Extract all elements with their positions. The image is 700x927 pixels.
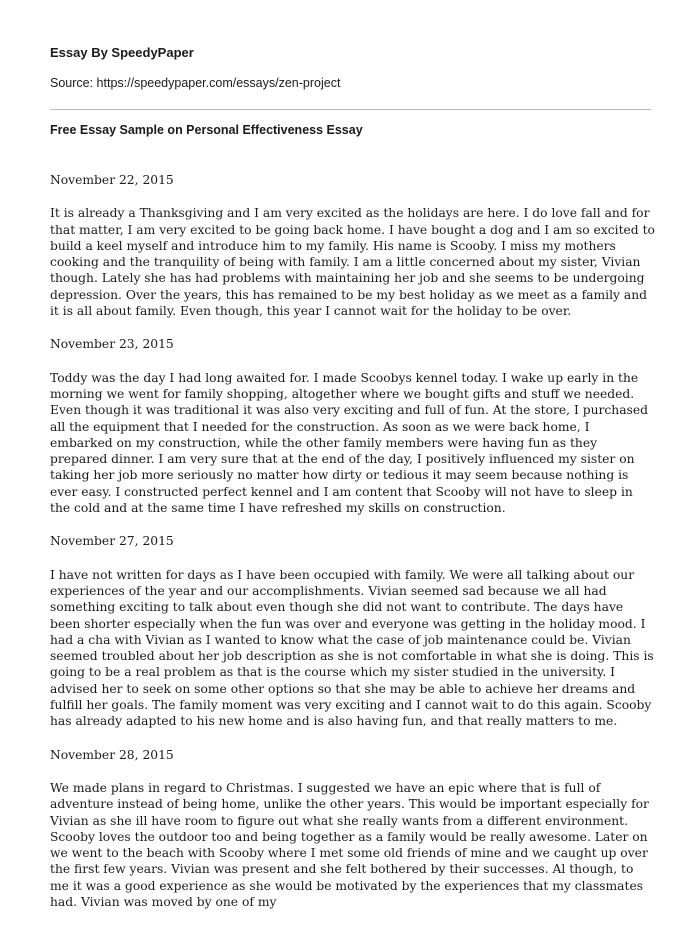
document-header [50, 44, 650, 92]
entry-date: November 23, 2015 [50, 337, 174, 352]
entry-paragraph: I have not written for days as I have been occupied with family. We were all talking about our experiences of the year and our accomplishments. Vivian seemed sad because we all had something exciting to talk about even though she did not want to contribute. The days have been shorter especially when the fun was over and everyone was getting in the holiday mood. I had a cha with Vivian as I wanted to know what the case of job maintenance could be. Vivian seemed troubled about her job description as she is not comfortable in what she is doing. This is going to be a real problem as that is the course which my sister studied in the university. I advised her to seek on some other options so that she may be able to achieve her dreams and fulfill her goals. The family moment was very exciting and I cannot wait to do this again. Scooby has already adapted to his new home and is also having fun, and that really matters to me. [50, 567, 654, 729]
entry-paragraph: Toddy was the day I had long awaited for. I made Scoobys kennel today. I wake up early in the morning we went for family shopping, altogether where we bought gifts and stuff we needed. Even though it was traditional it was also very exciting and full of fun. At the store, I purchased all the equipment that I needed for the construction. As soon as we were back home, I embarked on my construction, while the other family members were having fun as they prepared dinner. I am very sure that at the end of the day, I positively influenced my sister on taking her job more seriously no matter how dirty or tedious it may seem because nothing is ever easy. I constructed perfect kennel and I am content that Scooby will not have to sleep in the cold and at the same time I have refreshed my skills on construction. [50, 370, 648, 516]
entry-date: November 27, 2015 [50, 534, 174, 549]
header-divider [50, 109, 651, 110]
site-title: Essay By SpeedyPaper [50, 45, 194, 60]
source-line: Source: https://speedypaper.com/essays/zen-project [50, 76, 341, 90]
entry-paragraph: It is already a Thanksgiving and I am very excited as the holidays are here. I do love fall and for that matter, I am very excited to be going back home. I have bought a dog and I am so excited to build a keel myself and introduce him to my family. His name is Scooby. I miss my mothers cooking and the tranquility of being with family. I am a little concerned about my sister, Vivian though. Lately she has had problems with maintaining her job and she seems to be undergoing depression. Over the years, this has remained to be my best holiday as we meet as a family and it is all about family. Even though, this year I cannot wait for the holiday to be over. [50, 206, 655, 319]
essay-title: Free Essay Sample on Personal Effectiveness Essay [50, 123, 363, 137]
entry-paragraph: We made plans in regard to Christmas. I suggested we have an epic where that is full of adventure instead of being home, unlike the other years. This would be important especially for Vivian as she ill have room to figure out what she really wants from a different environment. Scooby loves the outdoor too and being together as a family would be really awesome. Later on we went to the beach with Scooby where I met some old friends of mine and we caught up over the first few years. Vivian was present and she felt bothered by their successes. Al though, to me it was a good experience as she would be motivated by the experiences that my classmates had. Vivian was moved by one of my [50, 780, 649, 909]
entry-date: November 22, 2015 [50, 173, 174, 187]
entry-date: November 28, 2015 [50, 747, 174, 762]
essay-content [50, 172, 655, 927]
